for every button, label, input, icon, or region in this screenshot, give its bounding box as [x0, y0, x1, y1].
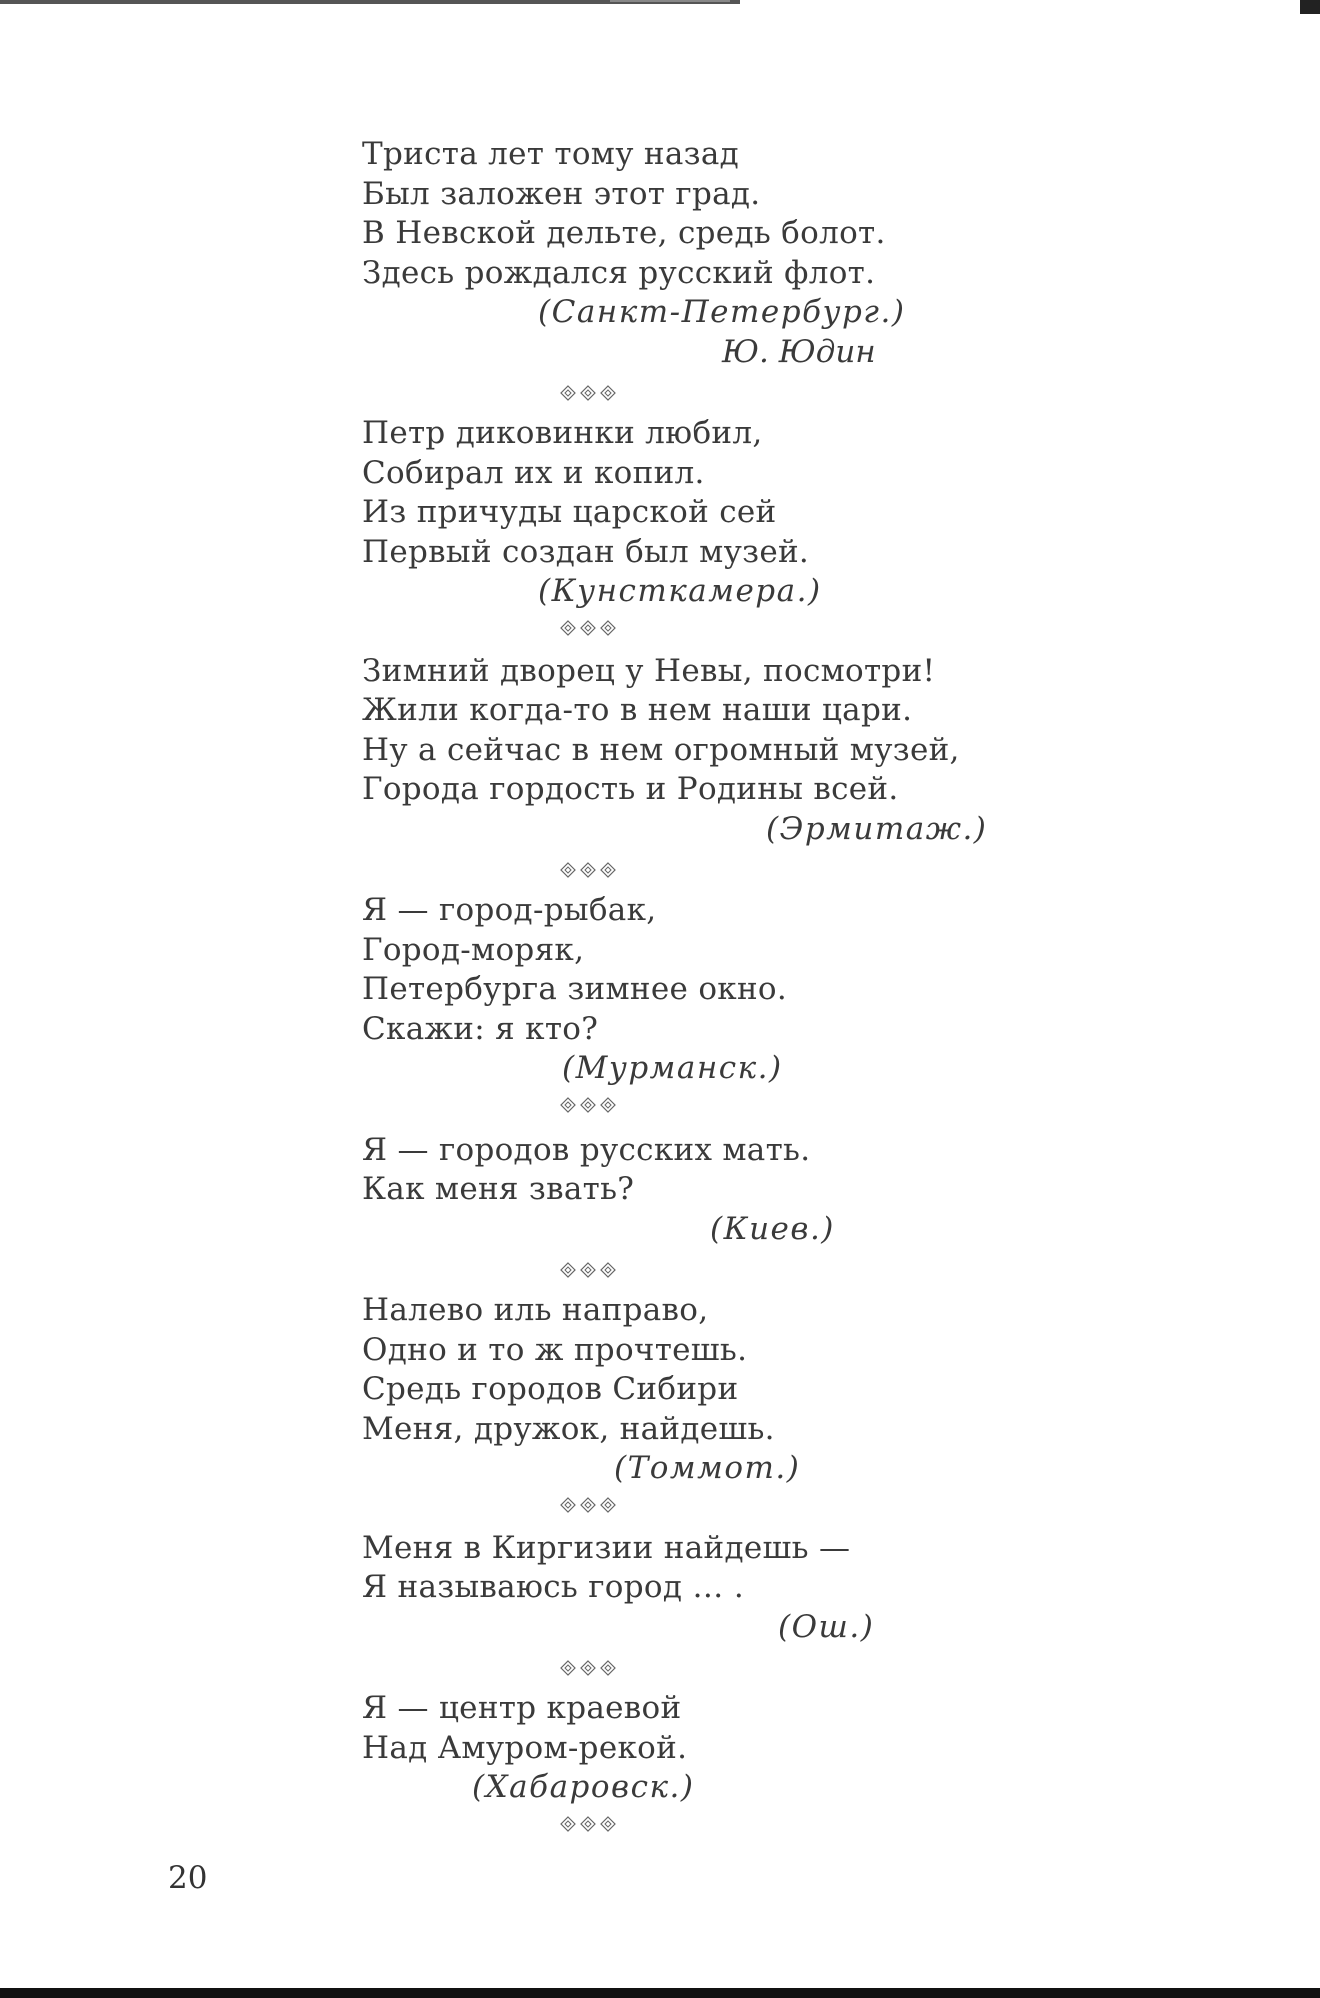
section-separator	[362, 1489, 1062, 1521]
diamond-ornament-icon	[580, 1816, 596, 1832]
riddle-line: Жили когда-то в нем наши цари.	[362, 692, 913, 728]
riddle-line: Города гордость и Родины всей.	[362, 771, 899, 807]
diamond-ornament-icon	[600, 1262, 616, 1278]
riddle-line: Одно и то ж прочтешь.	[362, 1331, 748, 1368]
riddle-line: В Невской дельте, средь болот.	[362, 215, 886, 251]
diamond-ornament-icon	[600, 1097, 616, 1113]
riddle-author: Ю. Юдин	[722, 333, 876, 370]
diamond-ornament-icon	[600, 385, 616, 401]
riddle-line: Средь городов Сибири	[362, 1371, 739, 1407]
riddle-line: Петербурга зимнее окно.	[362, 971, 788, 1007]
riddle-line: Из причуды царской сей	[362, 494, 777, 530]
diamond-ornament-icon	[560, 620, 576, 636]
riddle-page	[362, 135, 1062, 1840]
diamond-ornament-icon	[580, 862, 596, 878]
riddle-line: Я — город-рыбак,	[362, 892, 657, 928]
section-separator	[362, 612, 1062, 644]
diamond-ornament-icon	[560, 385, 576, 401]
riddle-6	[362, 1291, 1062, 1489]
riddle-3	[362, 652, 1062, 850]
diamond-ornament-icon	[600, 620, 616, 636]
section-separator	[362, 372, 1062, 414]
riddle-4	[362, 891, 1062, 1089]
riddle-answer: (Хабаровск.)	[472, 1769, 695, 1805]
diamond-ornament-icon	[580, 1660, 596, 1676]
diamond-ornament-icon	[560, 1660, 576, 1676]
riddle-answer: (Ош.)	[778, 1608, 875, 1645]
section-separator	[362, 1249, 1062, 1291]
riddle-answer: (Эрмитаж.)	[766, 810, 988, 847]
riddle-line: Триста лет тому назад	[362, 136, 740, 172]
diamond-ornament-icon	[560, 1816, 576, 1832]
riddle-line: Налево иль направо,	[362, 1292, 709, 1328]
riddle-line: Город-моряк,	[362, 931, 585, 968]
riddle-line: Как меня звать?	[362, 1171, 635, 1207]
diamond-ornament-icon	[560, 1497, 576, 1513]
riddle-2	[362, 414, 1062, 612]
riddle-line: Первый создан был музей.	[362, 533, 810, 570]
riddle-1	[362, 135, 1062, 372]
riddle-line: Я называюсь город … .	[362, 1569, 744, 1605]
section-separator	[362, 849, 1062, 891]
diamond-ornament-icon	[560, 1097, 576, 1113]
riddle-line: Был заложен этот град.	[362, 175, 761, 212]
riddle-line: Я — центр краевой	[362, 1690, 682, 1726]
diamond-ornament-icon	[580, 1497, 596, 1513]
riddle-5	[362, 1131, 1062, 1250]
riddle-line: Над Амуром-рекой.	[362, 1729, 688, 1766]
diamond-ornament-icon	[600, 1660, 616, 1676]
riddle-line: Меня, дружок, найдешь.	[362, 1410, 775, 1447]
riddle-8	[362, 1689, 1062, 1808]
riddle-line: Собирал их и копил.	[362, 454, 705, 491]
riddle-line: Скажи: я кто?	[362, 1010, 599, 1047]
diamond-ornament-icon	[600, 1497, 616, 1513]
riddle-answer: (Киев.)	[710, 1210, 835, 1247]
riddle-line: Меня в Киргизии найдешь —	[362, 1529, 851, 1566]
riddle-line: Я — городов русских мать.	[362, 1131, 811, 1168]
diamond-ornament-icon	[600, 862, 616, 878]
diamond-ornament-icon	[560, 862, 576, 878]
bottom-edge-rule	[0, 1988, 1320, 1998]
diamond-ornament-icon	[600, 1816, 616, 1832]
riddle-answer: (Санкт-Петербург.)	[538, 294, 906, 330]
top-edge-rule-thin	[610, 0, 730, 2]
riddle-answer: (Кунсткамера.)	[538, 573, 822, 609]
diamond-ornament-icon	[580, 385, 596, 401]
diamond-ornament-icon	[580, 1262, 596, 1278]
diamond-ornament-icon	[580, 620, 596, 636]
riddle-answer: (Мурманск.)	[562, 1050, 783, 1086]
riddle-line: Зимний дворец у Невы, посмотри!	[362, 652, 936, 689]
section-separator	[362, 1089, 1062, 1121]
riddle-line: Ну а сейчас в нем огромный музей,	[362, 731, 960, 768]
riddle-answer: (Томмот.)	[614, 1450, 801, 1486]
section-separator	[362, 1647, 1062, 1689]
diamond-ornament-icon	[580, 1097, 596, 1113]
riddle-7	[362, 1529, 1062, 1648]
page-corner-mark	[1300, 0, 1320, 14]
riddle-line: Петр диковинки любил,	[362, 415, 763, 451]
diamond-ornament-icon	[560, 1262, 576, 1278]
page-number: 20	[168, 1860, 208, 1896]
section-separator	[362, 1808, 1062, 1840]
riddle-line: Здесь рождался русский флот.	[362, 254, 876, 291]
